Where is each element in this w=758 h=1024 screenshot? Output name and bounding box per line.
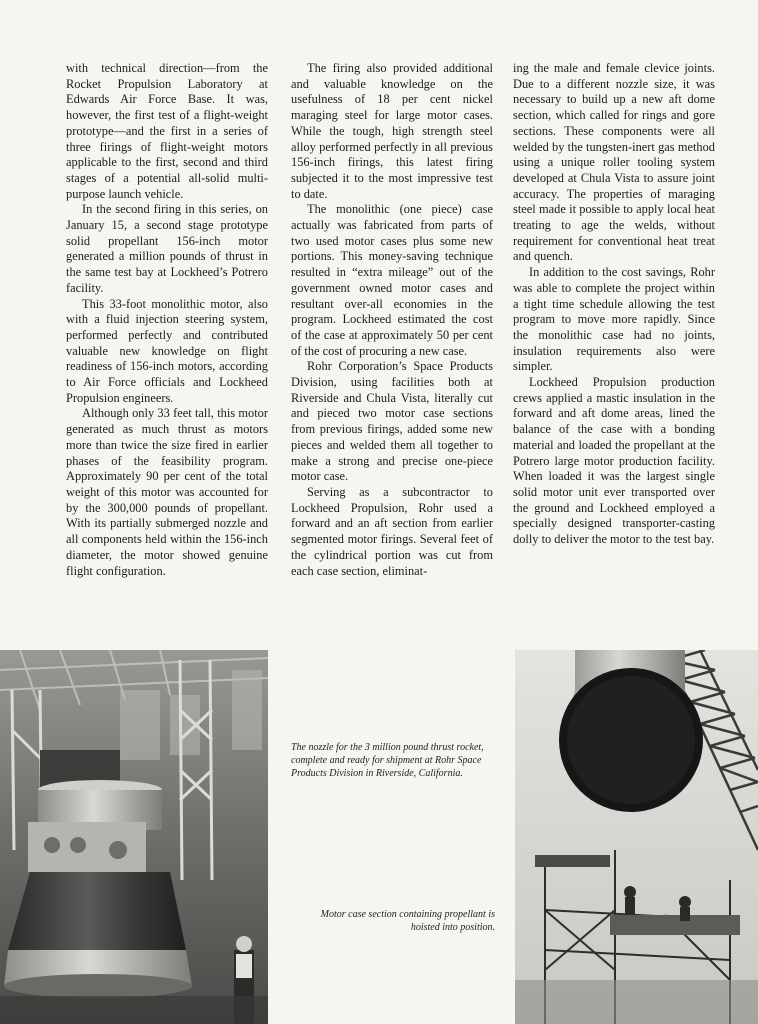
article-column-2 [291,61,493,579]
hoist-caption: Motor case section containing propellant is hoisted into position. [320,909,495,934]
nozzle-caption: The nozzle for the 3 million pound thrust rocket, complete and ready for shipment at Rohr Space Products Division in Riverside, California. [291,742,484,780]
nozzle-photo [0,650,268,1024]
paragraph: Rohr Corporation’s Space Products Division, using facilities both at Riverside and Chula Vista, literally cut and pieced two motor case sections from previous firings, added some new pieces and welded them all together to make a strong and precise one-piece motor case. [291,359,493,484]
paragraph: Serving as a subcontractor to Lockheed Propulsion, Rohr used a forward and an aft section from earlier segmented motor firings. Several feet of the cylindrical portion was cut from each case section, eliminat- [291,484,493,578]
paragraph: ing the male and female clevice joints. Due to a different nozzle size, it was necessary to build up a new aft dome section, which called for rings and gore sections. These components were all welded by the tungsten-inert gas method using a unique roller tooling system developed at Chula Vista to assure joint accuracy. The properties of maraging steel made it possible to apply local heat treating to age the welds, without requirement for conventional heat treat and quench. [513,61,715,264]
paragraph: with technical direction—from the Rocket Propulsion Laboratory at Edwards Air Force Base. It was, however, the first test of a flight-weight prototype—and the first in a series of three firings of flight-weight motors applicable to the first, second and third stages of a potential all-solid multi-purpose launch vehicle. [66,61,268,201]
paragraph: Lockheed Propulsion production crews applied a mastic insulation in the forward and aft dome areas, lined the balance of the case with a bonding material and loaded the propellant at the Potrero large motor production facility. When loaded it was the largest single solid motor unit ever transported over the ground and Lockheed employed a specially designed transporter-casting dolly to deliver the motor to the test bay. [513,375,715,547]
paragraph: In addition to the cost savings, Rohr was able to complete the project within a tight time schedule allowing the test program to move more rapidly. Since the monolithic case had no joints, insulation requirements also were simpler. [513,265,715,374]
article-column-3 [513,61,715,548]
paragraph: This 33-foot monolithic motor, also with a fluid injection steering system, performed perfectly and contributed valuable new knowledge on flight readiness of 156-inch motors, according to Air Force officials and Lockheed Propulsion engineers. [66,296,268,405]
paragraph: The firing also provided additional and valuable knowledge on the usefulness of 18 per cent nickel maraging steel for large motor cases. While the tough, high strength steel alloy performed perfectly in all previous 156-inch firings, this latest firing subjected it to the most impressive test to date. [291,61,493,201]
paragraph: The monolithic (one piece) case actually was fabricated from parts of two used motor cases plus some new portions. This money-saving technique resulted in “extra mileage” out of the government owned motor cases and resultant over-all economies in the program. Lockheed estimated the cost of the case at approximately 50 per cent of the cost of procuring a new case. [291,202,493,358]
paragraph: Although only 33 feet tall, this motor generated as much thrust as motors more than twice the size fired in earlier phases of the feasibility program. Approximately 90 per cent of the total weight of this motor was accounted for by the 300,000 pounds of propellant. With its partially submerged nozzle and all components held within the 156-inch diameter, the motor showed genuine flight configuration. [66,406,268,578]
hoist-photo [515,650,758,1024]
paragraph: In the second firing in this series, on January 15, a second stage prototype solid propellant 156-inch motor generated a million pounds of thrust in the same test bay at Lockheed’s Potrero facility. [66,202,268,295]
article-column-1 [66,61,268,579]
